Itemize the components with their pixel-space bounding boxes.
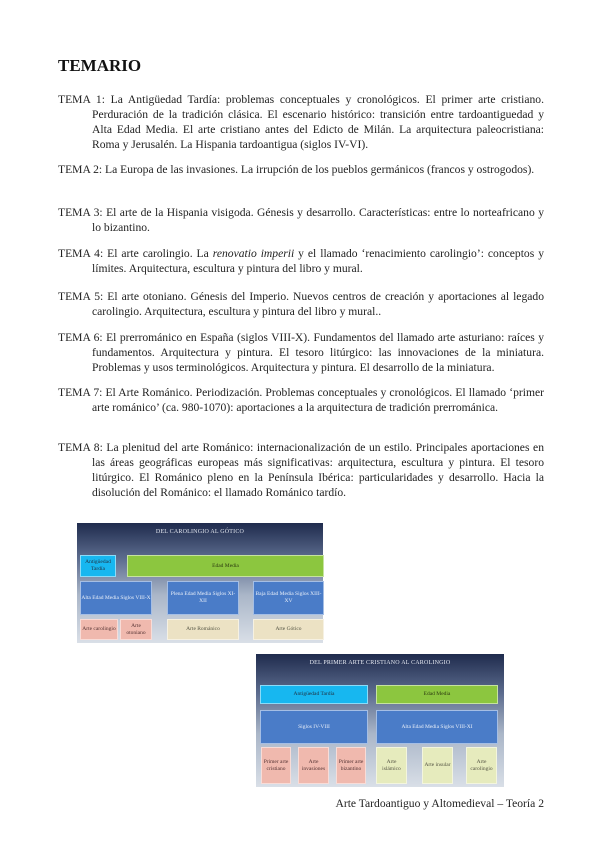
- box-antiguedad: Antigüedad Tardía: [80, 555, 116, 577]
- page-title: TEMARIO: [58, 56, 142, 75]
- diagram-title: DEL PRIMER ARTE CRISTIANO AL CAROLINGIO: [309, 660, 451, 666]
- tema-1: TEMA 1: La Antigüedad Tardía: problemas conceptuales y cronológicos. El primer arte cristiano. Perduración de la tradición clásica. El escenario histórico: transición entre tardoantiguedad y Alta Edad Media. El arte cristiano antes del Edicto de Milán. La arquitectura paleocristiana: Roma y Jerusalén. La Hispania tardoantigua (siglos IV-VI).: [58, 93, 544, 151]
- box-siglos-iv-viii: Siglos IV-VIII: [260, 710, 368, 744]
- box-edad-media: Edad Media: [376, 685, 498, 704]
- box-baja-edad-media: Baja Edad Media Siglos XIII-XV: [253, 581, 324, 615]
- tema-4-text-rest: y el llamado ‘renacimiento carolingio’: conceptos y límites. Arquitectura, escultura y pintura del libro y mural.: [92, 247, 544, 275]
- box-arte-carolingio: Arte carolingio: [80, 619, 118, 640]
- box-arte-carolingio: Arte carolingio: [466, 747, 497, 784]
- box-arte-otoniano: Arte otoniano: [120, 619, 152, 640]
- tema-6: TEMA 6: El prerrománico en España (siglos VIII-X). Fundamentos del llamado arte asturiano: raíces y fundamentos. Arquitectura y pintura. El tesoro litúrgico: las innovaciones de la miniatura. Problemas y usos terminológicos. Arquitectura y pintura. El desarrollo de la miniatura.: [58, 331, 544, 374]
- tema-5: TEMA 5: El arte otoniano. Génesis del Imperio. Nuevos centros de creación y aportaciones al legado carolingio. Arquitectura, escultura y pintura del libro y mural..: [58, 290, 544, 318]
- box-primer-arte-cristiano: Primer arte cristiano: [261, 747, 291, 784]
- box-arte-romanico: Arte Románico: [167, 619, 239, 640]
- page-footer: Arte Tardoantiguo y Altomedieval – Teoría 2: [335, 797, 544, 810]
- box-alta-edad-media: Alta Edad Media Siglos VIII-X: [80, 581, 152, 615]
- tema-2: TEMA 2: La Europa de las invasiones. La irrupción de los pueblos germánicos (francos y ostrogodos).: [58, 163, 535, 176]
- tema-8: TEMA 8: La plenitud del arte Románico: internacionalización de un estilo. Principales aportaciones en las áreas geográficas europeas más significativas: arquitectura, escultura y pintura. El tesoro litúrgico. El Románico pleno en la Península Ibérica: particularidades y desarrollo. Hacia la disolución del Románico: el llamado Románico tardío.: [58, 441, 544, 499]
- diagram-carolingio-gotico: [77, 523, 323, 643]
- box-arte-invasiones: Arte invasiones: [298, 747, 329, 784]
- box-alta-edad-media: Alta Edad Media Siglos VIII-XI: [376, 710, 498, 744]
- box-arte-insular: Arte insular: [422, 747, 453, 784]
- tema-7: TEMA 7: El Arte Románico. Periodización. Problemas conceptuales y cronológicos. El llamado ‘primer arte románico’ (ca. 980-1070): aportaciones a la arquitectura de tradición prerrománica.: [58, 386, 544, 414]
- diagram-cristiano-carolingio: [256, 654, 504, 787]
- box-arte-gotico: Arte Gótico: [253, 619, 324, 640]
- diagram-title: DEL CAROLINGIO AL GÓTICO: [155, 529, 245, 535]
- box-plena-edad-media: Plena Edad Media Siglos XI-XII: [167, 581, 239, 615]
- tema-4-italic: renovatio imperii: [212, 247, 295, 260]
- box-edad-media: Edad Media: [127, 555, 324, 577]
- box-antiguedad: Antigüedad Tardía: [260, 685, 368, 704]
- tema-4: [58, 246, 544, 276]
- box-arte-islamico: Arte islámico: [376, 747, 407, 784]
- tema-3: TEMA 3: El arte de la Hispania visigoda. Génesis y desarrollo. Características: entre lo norteafricano y lo bizantino.: [58, 206, 544, 234]
- box-primer-arte-bizantino: Primer arte bizantino: [336, 747, 366, 784]
- tema-4-text: TEMA 4: El arte carolingio. La: [58, 247, 213, 260]
